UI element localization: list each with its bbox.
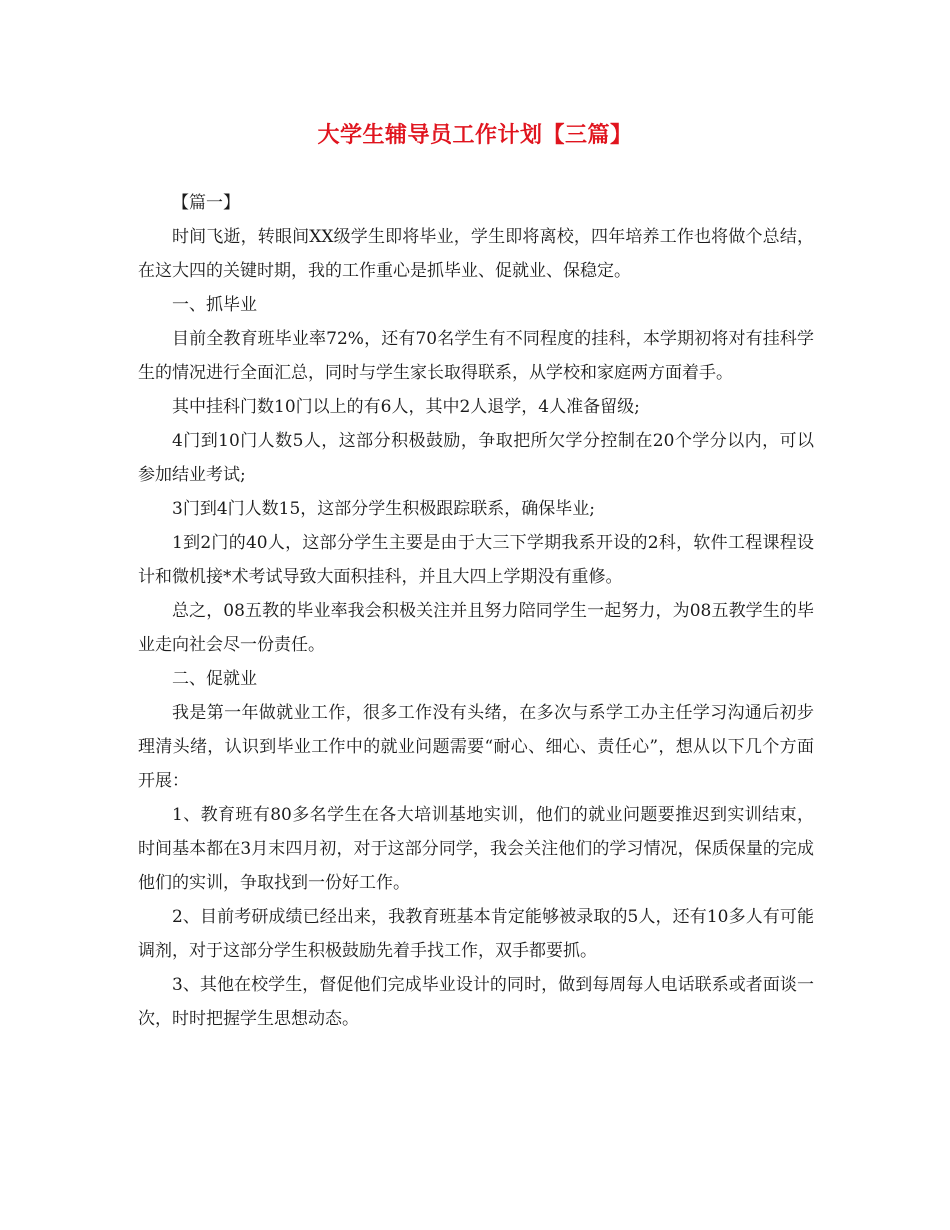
paragraph: 我是第一年做就业工作，很多工作没有头绪，在多次与系学工办主任学习沟通后初步理清头绪，认识到毕业工作中的就业问题需要“耐心、细心、责任心”，想从以下几个方面开展： [138,703,814,791]
paragraph: 4门到10门人数5人，这部分积极鼓励，争取把所欠学分控制在20个学分以内，可以参加结业考试; [138,431,814,485]
paragraph: 2、目前考研成绩已经出来，我教育班基本肯定能够被录取的5人，还有10多人有可能调剂，对于这部分学生积极鼓励先着手找工作，双手都要抓。 [138,907,814,961]
paragraph: 3、其他在校学生，督促他们完成毕业设计的同时，做到每周每人电话联系或者面谈一次，时时把握学生思想动态。 [138,975,814,1029]
section-heading: 二、促就业 [172,669,257,689]
document-body [138,186,814,1036]
paragraph: 1到2门的40人，这部分学生主要是由于大三下学期我系开设的2科，软件工程课程设计和微机接*术考试导致大面积挂科，并且大四上学期没有重修。 [138,533,814,587]
paragraph: 3门到4门人数15，这部分学生积极跟踪联系，确保毕业; [172,499,595,519]
paragraph: 其中挂科门数10门以上的有6人，其中2人退学，4人准备留级; [172,397,640,417]
paragraph: 时间飞逝，转眼间XX级学生即将毕业，学生即将离校，四年培养工作也将做个总结，在这大四的关键时期，我的工作重心是抓毕业、促就业、保稳定。 [138,227,814,281]
section-label: 【篇一】 [172,193,240,213]
paragraph: 1、教育班有80多名学生在各大培训基地实训，他们的就业问题要推迟到实训结束，时间基本都在3月末四月初，对于这部分同学，我会关注他们的学习情况，保质保量的完成他们的实训，争取找到一份好工作。 [138,805,814,893]
paragraph: 总之，08五教的毕业率我会积极关注并且努力陪同学生一起努力，为08五教学生的毕业走向社会尽一份责任。 [138,601,814,655]
paragraph: 目前全教育班毕业率72%，还有70名学生有不同程度的挂科，本学期初将对有挂科学生的情况进行全面汇总，同时与学生家长取得联系，从学校和家庭两方面着手。 [138,329,814,383]
document-title: 大学生辅导员工作计划【三篇】 [317,122,633,148]
section-heading: 一、抓毕业 [172,295,257,315]
